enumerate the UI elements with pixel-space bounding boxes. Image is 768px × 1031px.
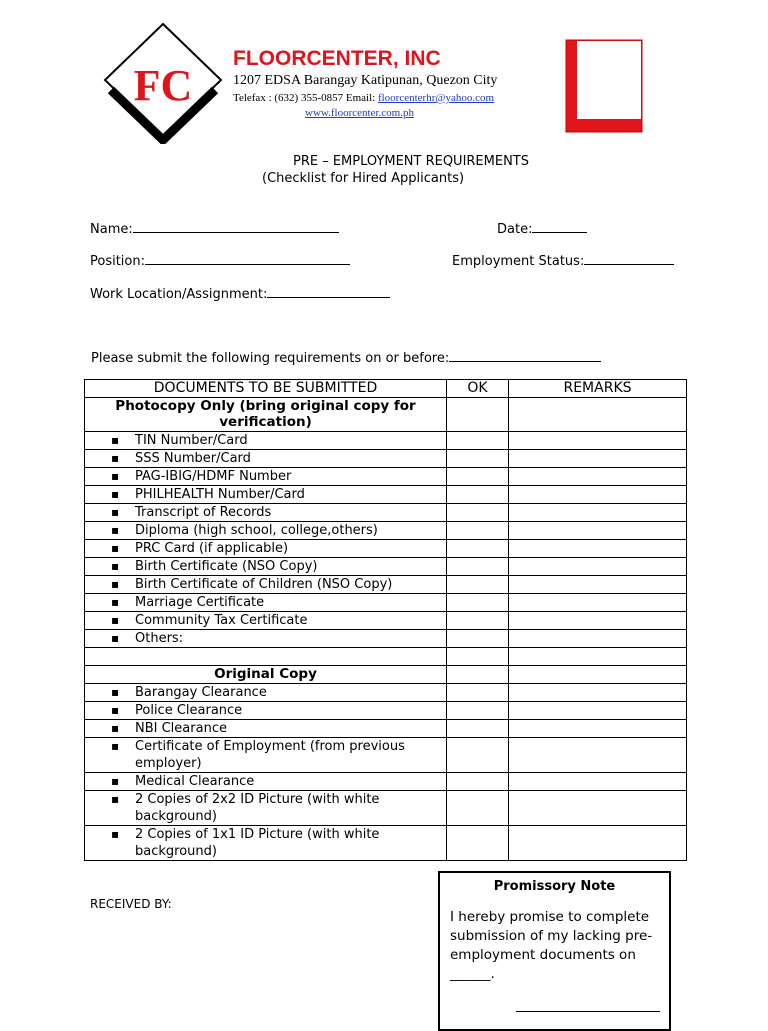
- ok-cell[interactable]: [447, 504, 509, 522]
- doc-item: ▪ 2 Copies of 1x1 ID Picture (with white background): [85, 826, 447, 861]
- submit-date-line[interactable]: [449, 348, 601, 362]
- ok-cell[interactable]: [447, 576, 509, 594]
- work-location-input-line[interactable]: [267, 284, 390, 298]
- doc-item: ▪ Birth Certificate of Children (NSO Copy): [85, 576, 447, 594]
- remarks-cell[interactable]: [509, 720, 687, 738]
- remarks-cell[interactable]: [509, 450, 687, 468]
- ok-cell[interactable]: [447, 702, 509, 720]
- company-logo: [103, 22, 223, 144]
- ok-cell[interactable]: [447, 432, 509, 450]
- header-ok: OK: [447, 380, 509, 398]
- table-row: [85, 450, 687, 468]
- remarks-cell[interactable]: [509, 468, 687, 486]
- name-input-line[interactable]: [133, 219, 339, 233]
- remarks-cell[interactable]: [509, 773, 687, 791]
- ok-cell[interactable]: [447, 791, 509, 826]
- date-input-line[interactable]: [532, 219, 587, 233]
- doc-item: ▪ Marriage Certificate: [85, 594, 447, 612]
- remarks-cell[interactable]: [509, 702, 687, 720]
- doc-item: ▪ PAG-IBIG/HDMF Number: [85, 468, 447, 486]
- remarks-cell[interactable]: [509, 648, 687, 666]
- work-location-label: Work Location/Assignment:: [90, 287, 268, 302]
- remarks-cell[interactable]: [509, 666, 687, 684]
- requirements-table: [84, 379, 687, 861]
- ok-cell[interactable]: [447, 594, 509, 612]
- signature-line[interactable]: [516, 1011, 660, 1012]
- ok-cell[interactable]: [447, 648, 509, 666]
- table-row: [85, 594, 687, 612]
- doc-item: ▪ Police Clearance: [85, 702, 447, 720]
- remarks-cell[interactable]: [509, 486, 687, 504]
- header-remarks: REMARKS: [509, 380, 687, 398]
- section-row-original: [85, 666, 687, 684]
- remarks-cell[interactable]: [509, 504, 687, 522]
- ok-cell[interactable]: [447, 826, 509, 861]
- remarks-cell[interactable]: [509, 432, 687, 450]
- employment-status-field: [452, 251, 674, 269]
- remarks-cell[interactable]: [509, 398, 687, 432]
- doc-item: ▪ PHILHEALTH Number/Card: [85, 486, 447, 504]
- remarks-cell[interactable]: [509, 558, 687, 576]
- remarks-cell[interactable]: [509, 630, 687, 648]
- remarks-cell[interactable]: [509, 522, 687, 540]
- ok-cell[interactable]: [447, 522, 509, 540]
- received-by-label: RECEIVED BY:: [90, 897, 172, 911]
- employment-status-input-line[interactable]: [584, 251, 674, 265]
- date-label: Date:: [497, 222, 533, 237]
- table-row: [85, 720, 687, 738]
- table-row: [85, 773, 687, 791]
- ok-cell[interactable]: [447, 450, 509, 468]
- work-location-field: [90, 284, 390, 302]
- ok-cell[interactable]: [447, 738, 509, 773]
- document-subtitle: (Checklist for Hired Applicants): [262, 171, 465, 186]
- blank-row: [85, 648, 687, 666]
- table-row: [85, 791, 687, 826]
- table-row: [85, 576, 687, 594]
- section-row-photocopy: [85, 398, 687, 432]
- doc-item: ▪ Medical Clearance: [85, 773, 447, 791]
- company-website: [305, 107, 414, 119]
- ok-cell[interactable]: [447, 612, 509, 630]
- doc-item: ▪ Certificate of Employment (from previous employer): [85, 738, 447, 773]
- company-contact: [233, 92, 494, 104]
- section-original: Original Copy: [85, 666, 447, 684]
- date-field: [497, 219, 587, 237]
- doc-item: ▪ SSS Number/Card: [85, 450, 447, 468]
- doc-item: ▪ Others:: [85, 630, 447, 648]
- doc-item: ▪ Barangay Clearance: [85, 684, 447, 702]
- table-header-row: [85, 380, 687, 398]
- doc-item: ▪ 2 Copies of 2x2 ID Picture (with white background): [85, 791, 447, 826]
- table-row: [85, 826, 687, 861]
- ok-cell[interactable]: [447, 666, 509, 684]
- promissory-note-box: [438, 871, 671, 1031]
- table-row: [85, 630, 687, 648]
- ok-cell[interactable]: [447, 720, 509, 738]
- name-label: Name:: [90, 222, 133, 237]
- logo-text: FC: [133, 61, 193, 110]
- doc-item: ▪ Birth Certificate (NSO Copy): [85, 558, 447, 576]
- remarks-cell[interactable]: [509, 612, 687, 630]
- doc-item: ▪ Transcript of Records: [85, 504, 447, 522]
- document-title: PRE – EMPLOYMENT REQUIREMENTS: [292, 154, 529, 169]
- ok-cell[interactable]: [447, 630, 509, 648]
- header-documents: DOCUMENTS TO BE SUBMITTED: [85, 380, 447, 398]
- ok-cell[interactable]: [447, 773, 509, 791]
- remarks-cell[interactable]: [509, 791, 687, 826]
- table-row: [85, 612, 687, 630]
- ok-cell[interactable]: [447, 684, 509, 702]
- remarks-cell[interactable]: [509, 576, 687, 594]
- name-field: [90, 219, 339, 237]
- table-row: [85, 684, 687, 702]
- remarks-cell[interactable]: [509, 684, 687, 702]
- table-row: [85, 504, 687, 522]
- position-label: Position:: [90, 254, 145, 269]
- email-link[interactable]: floorcenterhr@yahoo.com: [377, 92, 495, 104]
- website-link[interactable]: www.floorcenter.com.ph: [305, 107, 414, 119]
- table-row: [85, 540, 687, 558]
- position-field: [90, 251, 350, 269]
- doc-item: ▪ NBI Clearance: [85, 720, 447, 738]
- telefax-text: Telefax : (632) 355-0857 Email:: [233, 92, 378, 104]
- ok-cell[interactable]: [447, 540, 509, 558]
- table-row: [85, 468, 687, 486]
- remarks-cell[interactable]: [509, 826, 687, 861]
- ok-cell[interactable]: [447, 468, 509, 486]
- company-name: FLOORCENTER, INC: [233, 47, 441, 70]
- submit-instruction: [91, 348, 601, 366]
- doc-item: ▪ PRC Card (if applicable): [85, 540, 447, 558]
- table-row: [85, 522, 687, 540]
- ok-cell[interactable]: [447, 486, 509, 504]
- promissory-title: Promissory Note: [493, 879, 616, 894]
- table-row: [85, 486, 687, 504]
- ok-cell[interactable]: [447, 398, 509, 432]
- table-row: [85, 432, 687, 450]
- position-input-line[interactable]: [145, 251, 350, 265]
- remarks-cell[interactable]: [509, 540, 687, 558]
- company-address: 1207 EDSA Barangay Katipunan, Quezon City: [233, 73, 498, 88]
- ok-cell[interactable]: [447, 558, 509, 576]
- table-row: [85, 738, 687, 773]
- table-row: [85, 702, 687, 720]
- table-row: [85, 558, 687, 576]
- promissory-body: I hereby promise to complete submission of my lacking pre-employment documents on ______.: [450, 909, 653, 982]
- submit-text: Please submit the following requirements on or before:: [91, 351, 450, 366]
- employment-status-label: Employment Status:: [452, 254, 585, 269]
- doc-item: ▪ Community Tax Certificate: [85, 612, 447, 630]
- blank-cell[interactable]: [85, 648, 447, 666]
- section-photocopy: Photocopy Only (bring original copy for verification): [85, 398, 447, 432]
- l-logo-mark: [565, 39, 643, 133]
- remarks-cell[interactable]: [509, 594, 687, 612]
- doc-item: ▪ TIN Number/Card: [85, 432, 447, 450]
- doc-item: ▪ Diploma (high school, college,others): [85, 522, 447, 540]
- remarks-cell[interactable]: [509, 738, 687, 773]
